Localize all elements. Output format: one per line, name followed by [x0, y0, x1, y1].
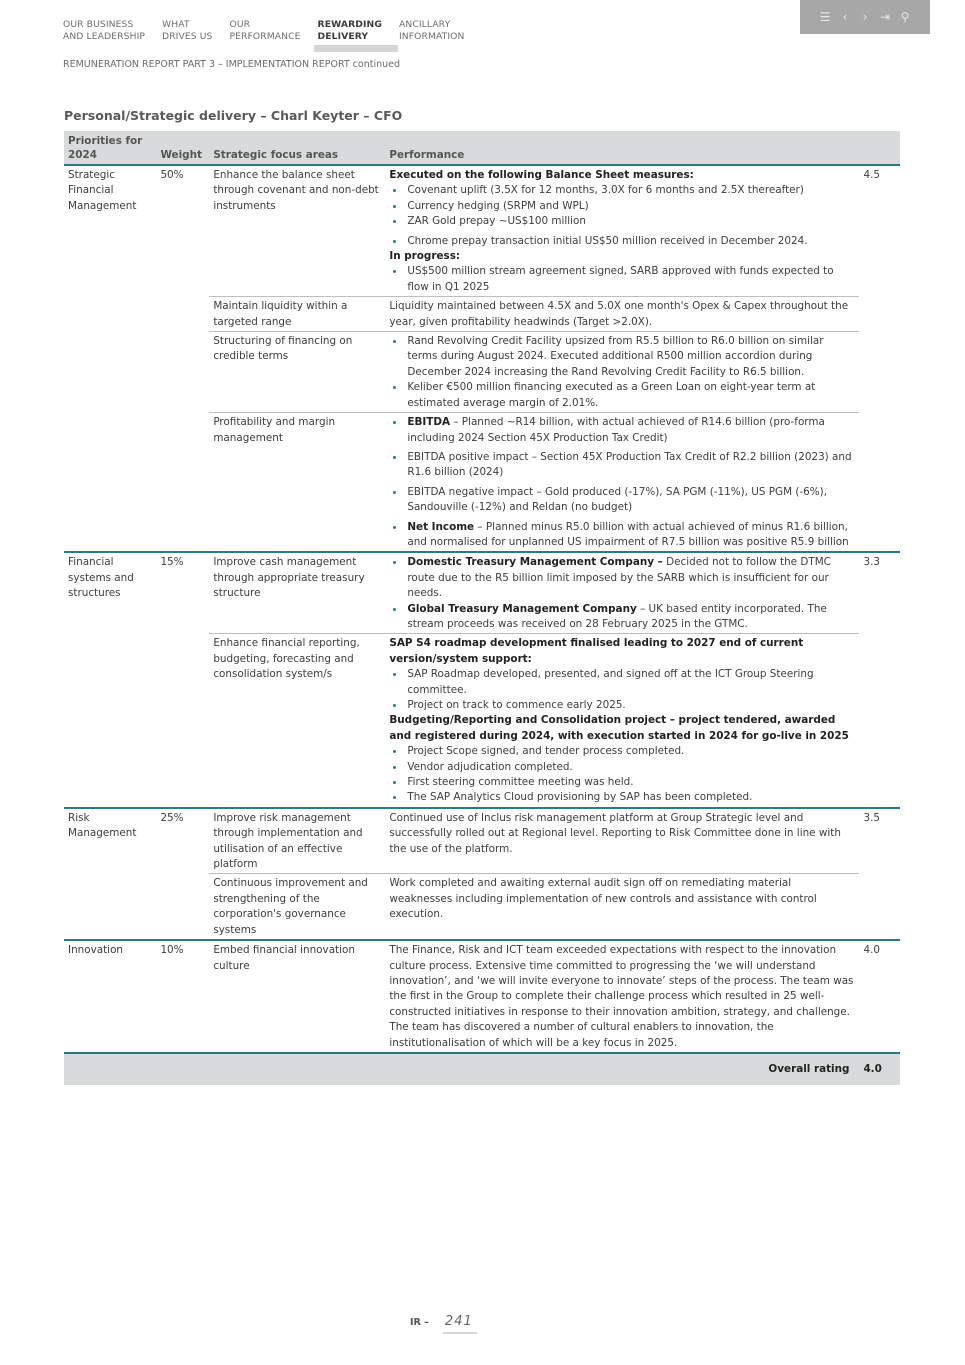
- table-row: [64, 808, 900, 874]
- bullet-item: [389, 415, 855, 446]
- rating-cell: 4.0: [859, 940, 900, 1053]
- focus-area-cell: Embed financial innovation culture: [209, 940, 385, 1053]
- header-rating: [859, 131, 900, 165]
- table-header-row: [64, 131, 900, 165]
- previous-icon[interactable]: ‹: [842, 10, 848, 24]
- bullet-item: Project Scope signed, and tender process completed.: [389, 744, 855, 759]
- bullet-item: [389, 520, 855, 551]
- header-focus-areas: Strategic focus areas: [209, 131, 385, 165]
- performance-heading: SAP S4 roadmap development finalised leading to 2027 end of current version/system support:: [389, 637, 804, 665]
- performance-cell: [385, 332, 859, 413]
- performance-cell: [385, 165, 859, 297]
- focus-area-cell: Structuring of financing on credible terms: [209, 332, 385, 413]
- bullet-list: [389, 183, 855, 249]
- menu-icon[interactable]: ☰: [819, 10, 831, 24]
- bullet-text: – Planned minus R5.0 billion with actual achieved of minus R1.6 billion, and normalised for unplanned US impairment of R7.5 billion was positive R5.9 billion: [407, 520, 849, 548]
- nav-item-delivery[interactable]: [318, 19, 382, 43]
- performance-text: The Finance, Risk and ICT team exceeded expectations with respect to the innovation culture process. Extensive time committed to progressing the ‘we will understand innovation’, and ‘we will invite everyone to innovate’ steps of the process. The team was the first in the Group to complete their challenge process which resulted in 25 well-constructed initiatives in response to their innovation ambition, strategy, and challenge. The team has discovered a number of cultural enablers to innovation, the institutionalisation of which will be a key focus in 2025.: [389, 944, 854, 1049]
- bullet-item: [389, 602, 855, 633]
- focus-area-cell: Profitability and margin management: [209, 413, 385, 553]
- nav-item-line1: ANCILLARY: [398, 19, 451, 30]
- nav-item-information[interactable]: [399, 19, 465, 43]
- focus-area-cell: Enhance the balance sheet through covenant and non-debt instruments: [209, 165, 385, 297]
- search-icon[interactable]: ⚲: [900, 10, 910, 24]
- focus-area-cell: Improve cash management through appropriate treasury structure: [209, 552, 385, 634]
- overall-rating-label: Overall rating: [64, 1053, 859, 1085]
- performance-cell: [385, 634, 859, 808]
- nav-item-and-leadership[interactable]: [63, 19, 145, 43]
- nav-item-performance[interactable]: [229, 19, 300, 43]
- rating-cell: 3.3: [859, 552, 900, 808]
- bullet-list: [389, 264, 855, 295]
- focus-area-cell: Enhance financial reporting, budgeting, forecasting and consolidation system/s: [209, 634, 385, 808]
- performance-heading: Executed on the following Balance Sheet measures:: [389, 169, 694, 181]
- focus-area-cell: Improve risk management through implementation and utilisation of an effective platform: [209, 808, 385, 874]
- header-priorities: Priorities for 2024: [64, 131, 156, 165]
- weight-cell: 25%: [156, 808, 209, 940]
- bullet-text: – Planned ~R14 billion, with actual achieved of R14.6 billion (pro-forma including 2024 Section 45X Production Tax Credit): [407, 416, 825, 444]
- performance-cell: [385, 940, 859, 1053]
- overall-rating-row: [64, 1053, 900, 1085]
- nav-item-line2: AND LEADERSHIP: [63, 31, 146, 42]
- bullet-list: [389, 415, 855, 550]
- table-row: [64, 940, 900, 1053]
- priority-cell: Financial systems and structures: [64, 552, 156, 808]
- bullet-list: [389, 667, 855, 713]
- performance-text: Liquidity maintained between 4.5X and 5.0X one month's Opex & Capex throughout the year, given profitability headwinds (Target >2.0X).: [389, 300, 849, 328]
- bullet-item: [389, 485, 855, 516]
- nav-item-line1: OUR BUSINESS: [63, 19, 134, 30]
- bullet-bold-lead: EBITDA: [407, 416, 450, 429]
- bullet-text: EBITDA negative impact – Gold produced (-17%), SA PGM (-11%), US PGM (-6%), Sandouville (-12%) and Reldan (no budget): [407, 485, 827, 514]
- bullet-item: ZAR Gold prepay ~US$100 million: [389, 214, 855, 229]
- performance-heading: Budgeting/Reporting and Consolidation project – project tendered, awarded and registered during 2024, with execution started in 2024 for go-live in 2025: [389, 714, 849, 742]
- bullet-item: [389, 450, 855, 481]
- priority-cell: Strategic Financial Management: [64, 165, 156, 552]
- nav-item-line1: OUR: [229, 19, 251, 30]
- bullet-list: [389, 555, 855, 632]
- performance-heading: In progress:: [389, 250, 461, 263]
- bullet-item: Keliber €500 million financing executed as a Green Loan on eight-year term at estimated average margin of 2.01%.: [389, 380, 855, 411]
- rating-cell: 3.5: [859, 808, 900, 940]
- bullet-item: US$500 million stream agreement signed, SARB approved with funds expected to flow in Q1 2025: [389, 264, 855, 295]
- bullet-item: [389, 555, 855, 601]
- page-title: Personal/Strategic delivery – Charl Keyter – CFO: [64, 108, 403, 123]
- performance-text: Continued use of Inclus risk management platform at Group Strategic level and successfully rolled out at Regional level. Reporting to Risk Committee done in line with the use of the platform.: [389, 811, 841, 855]
- focus-area-cell: Continuous improvement and strengthening of the corporation's governance systems: [209, 874, 385, 940]
- section-label: REMUNERATION REPORT PART 3 – IMPLEMENTATION REPORT continued: [63, 59, 401, 70]
- nav-item-line2: PERFORMANCE: [229, 31, 301, 42]
- bullet-text: – UK based entity incorporated. The stream proceeds was received on 28 February 2025 in the GTMC.: [407, 602, 827, 630]
- page-footer: [410, 1314, 477, 1334]
- bullet-bold-lead: Domestic Treasury Management Company –: [407, 556, 663, 569]
- overall-rating-value: 4.0: [859, 1053, 900, 1085]
- priority-cell: Innovation: [64, 940, 156, 1053]
- bullet-item: Chrome prepay transaction initial US$50 million received in December 2024.: [389, 234, 855, 249]
- performance-cell: [385, 552, 859, 634]
- bullet-item: SAP Roadmap developed, presented, and signed off at the ICT Group Steering committee.: [389, 667, 855, 698]
- back-icon[interactable]: ⇥: [879, 10, 891, 24]
- performance-cell: [385, 297, 859, 332]
- footer-prefix: IR –: [410, 1317, 429, 1328]
- table-row: [64, 165, 900, 297]
- bullet-item: Vendor adjudication completed.: [389, 760, 855, 775]
- table-row: [64, 552, 900, 634]
- bullet-item: Covenant uplift (3.5X for 12 months, 3.0X for 6 months and 2.5X thereafter): [389, 183, 855, 198]
- performance-table: [64, 131, 900, 1085]
- bullet-list: [389, 744, 855, 806]
- priority-cell: Risk Management: [64, 808, 156, 940]
- weight-cell: 15%: [156, 552, 209, 808]
- bullet-item: Rand Revolving Credit Facility upsized from R5.5 billion to R6.0 billion on similar terms during August 2024. Executed additional R500 million accordion during December 2024 increasing the Rand Revolving Credit Facility to R6.5 billion.: [389, 334, 855, 380]
- bullet-bold-lead: Global Treasury Management Company: [407, 602, 637, 615]
- weight-cell: 50%: [156, 165, 209, 552]
- nav-item-line2: DELIVERY: [317, 31, 369, 42]
- bullet-item: First steering committee meeting was held.: [389, 775, 855, 790]
- performance-cell: [385, 874, 859, 940]
- viewer-toolbar: [800, 0, 930, 34]
- focus-area-cell: Maintain liquidity within a targeted range: [209, 297, 385, 332]
- page-number: 241: [443, 1314, 477, 1334]
- bullet-item: Project on track to commence early 2025.: [389, 698, 855, 713]
- bullet-item: The SAP Analytics Cloud provisioning by SAP has been completed.: [389, 790, 855, 805]
- header-weight: Weight: [156, 131, 209, 165]
- rating-cell: 4.5: [859, 165, 900, 552]
- bullet-text: EBITDA positive impact – Section 45X Production Tax Credit of R2.2 billion (2023) and R1.6 billion (2024): [407, 450, 852, 479]
- bullet-item: Currency hedging (SRPM and WPL): [389, 199, 855, 214]
- performance-cell: [385, 413, 859, 553]
- top-navigation: [63, 19, 481, 43]
- performance-cell: [385, 808, 859, 874]
- nav-item-line1: REWARDING: [317, 19, 382, 30]
- nav-item-drives-us[interactable]: [162, 19, 212, 43]
- bullet-bold-lead: Net Income: [407, 520, 475, 533]
- nav-item-line2: INFORMATION: [398, 31, 465, 42]
- bullet-list: [389, 334, 855, 411]
- header-performance: Performance: [385, 131, 859, 165]
- weight-cell: 10%: [156, 940, 209, 1053]
- bullet-text: Decided not to follow the DTMC route due to the R5 billion limit imposed by the SARB which is insufficient for our needs.: [407, 556, 831, 600]
- performance-text: Work completed and awaiting external audit sign off on remediating material weaknesses including implementation of new controls and assistance with control execution.: [389, 877, 817, 921]
- nav-item-line2: DRIVES US: [162, 31, 213, 42]
- nav-item-line1: WHAT: [162, 19, 190, 30]
- next-icon[interactable]: ›: [862, 10, 868, 24]
